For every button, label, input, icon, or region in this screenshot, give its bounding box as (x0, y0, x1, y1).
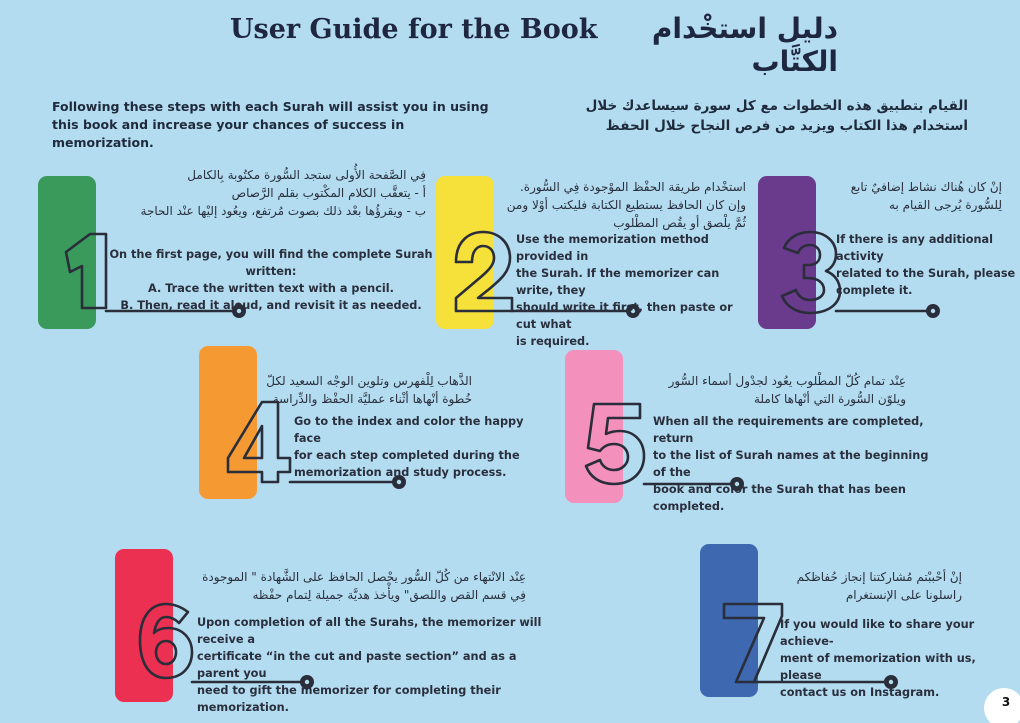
step-6-english-line: Upon completion of all the Surahs, the memorizer will receive a (197, 616, 542, 646)
step-2-arabic-line: استخْدام طريقة الحفْظ الموْجودة فِي السُّورة. (519, 180, 746, 194)
step-4-english-line: for each step completed during the (294, 449, 520, 462)
step-1-english-line: A. Trace the written text with a pencil. (148, 282, 394, 295)
page-title-english: User Guide for the Book (230, 14, 598, 45)
page-number: 3 (1001, 695, 1011, 709)
step-6-english-line: certificate “in the cut and paste section” and as a parent you (197, 650, 517, 680)
step-3-english-line: If there is any additional activity (836, 233, 994, 263)
step-6-arabic-line: فِي قسم القص واللصق" ويأْخذ هديَّة جميلة لِتمام حفْظه (252, 588, 526, 602)
step-4-arabic-line: خُطوة أنْهاها أثْناء عمليَّة الحفْظ والدِّراسة (272, 392, 472, 406)
step-7-english-line: ment of memorization with us, please (780, 652, 976, 682)
step-1-arabic-line: ب - ويقرؤُها بعْد ذلك بصوت مُرتفع، ويعُود إليْها عنْد الحاجة (140, 204, 426, 218)
intro-text-arabic: القيام بتطبيق هذه الخطوات مع كل سورة سيساعدك خلال استخدام هذا الكتاب ويزيد من فرص النجاح خلال الحفظ (585, 98, 968, 134)
step-3-arabic-line: لِلسُّورة يُرجى القيام به (889, 198, 1002, 212)
step-5-english-line: book and color the Surah that has been completed. (653, 483, 906, 513)
step-4-english-line: Go to the index and color the happy face (294, 415, 524, 445)
step-5-english-line: When all the requirements are completed, return (653, 415, 924, 445)
step-2-arabic-line: وإن كان الحافظ يستطيع الكتابة فليكتب أوْلا ومن (506, 198, 746, 212)
step-1-english-line: B. Then, read it aloud, and revisit it as needed. (120, 299, 422, 312)
step-7-arabic-line: راسلونا على الإنستغرام (845, 588, 962, 602)
step-1-english-line: On the first page, you will find the complete Surah written: (109, 248, 433, 278)
step-4-english-line: memorization and study process. (294, 466, 507, 479)
step-2-english-line: is required. (516, 335, 590, 348)
step-2-english-line: should write it first, then paste or cut what (516, 301, 733, 331)
intro-text-english: Following these steps with each Surah will assist you in using this book and increase your chances of success in memorization. (52, 99, 489, 150)
step-7-arabic-text (780, 568, 962, 604)
step-1-arabic-line: أ - يتعقَّب الكلام المكْتوب بقلم الرَّصاص (231, 186, 426, 200)
step-4-arabic-line: الذَّهاب لِلْفهرس وتلوين الوجْه السعيد لكلّ (266, 374, 472, 388)
step-3-english-line: complete it. (836, 284, 913, 297)
step-7-english-text (780, 616, 1000, 701)
step-6-arabic-line: عِنْد الانْتهاء من كُلّ السُّور يحْصل الحافظ على الشَّهادة " الموجودة (202, 570, 526, 584)
page-title-arabic: دليل استخْدام الكتَّاب (651, 12, 838, 78)
step-2-english-line: the Surah. If the memorizer can write, they (516, 267, 720, 297)
step-2-english-line: Use the memorization method provided in (516, 233, 709, 263)
step-5-arabic-line: عِنْد تمام كُلّ المطْلوب يعُود لجدْول أسماء السُّور (668, 374, 906, 388)
step-3-english-line: related to the Surah, please (836, 267, 1016, 280)
step-3-arabic-line: إنْ كان هُناك نشاط إضافيٌ تابع (850, 180, 1002, 194)
step-7-english-line: contact us on Instagram. (780, 686, 940, 699)
step-5-arabic-line: ويلوّن السُّورة التي أنْهاها كاملة (753, 392, 906, 406)
step-2-arabic-line: ثُمَّ يلْصق أو يقُص المطْلوب (613, 216, 746, 230)
step-7-arabic-line: إنْ أحْببْتم مُشاركتنا إنجاز حُفاظكم (796, 570, 962, 584)
step-1-arabic-line: فِي الصَّفحة الأُولى ستجد السُّورة مكتُوبة بِالكامل (187, 168, 426, 182)
step-5-english-line: to the list of Surah names at the beginning of the (653, 449, 929, 479)
step-6-english-line: need to gift the memorizer for completing their memorization. (197, 684, 501, 714)
step-7-english-line: If you would like to share your achieve- (780, 618, 975, 648)
